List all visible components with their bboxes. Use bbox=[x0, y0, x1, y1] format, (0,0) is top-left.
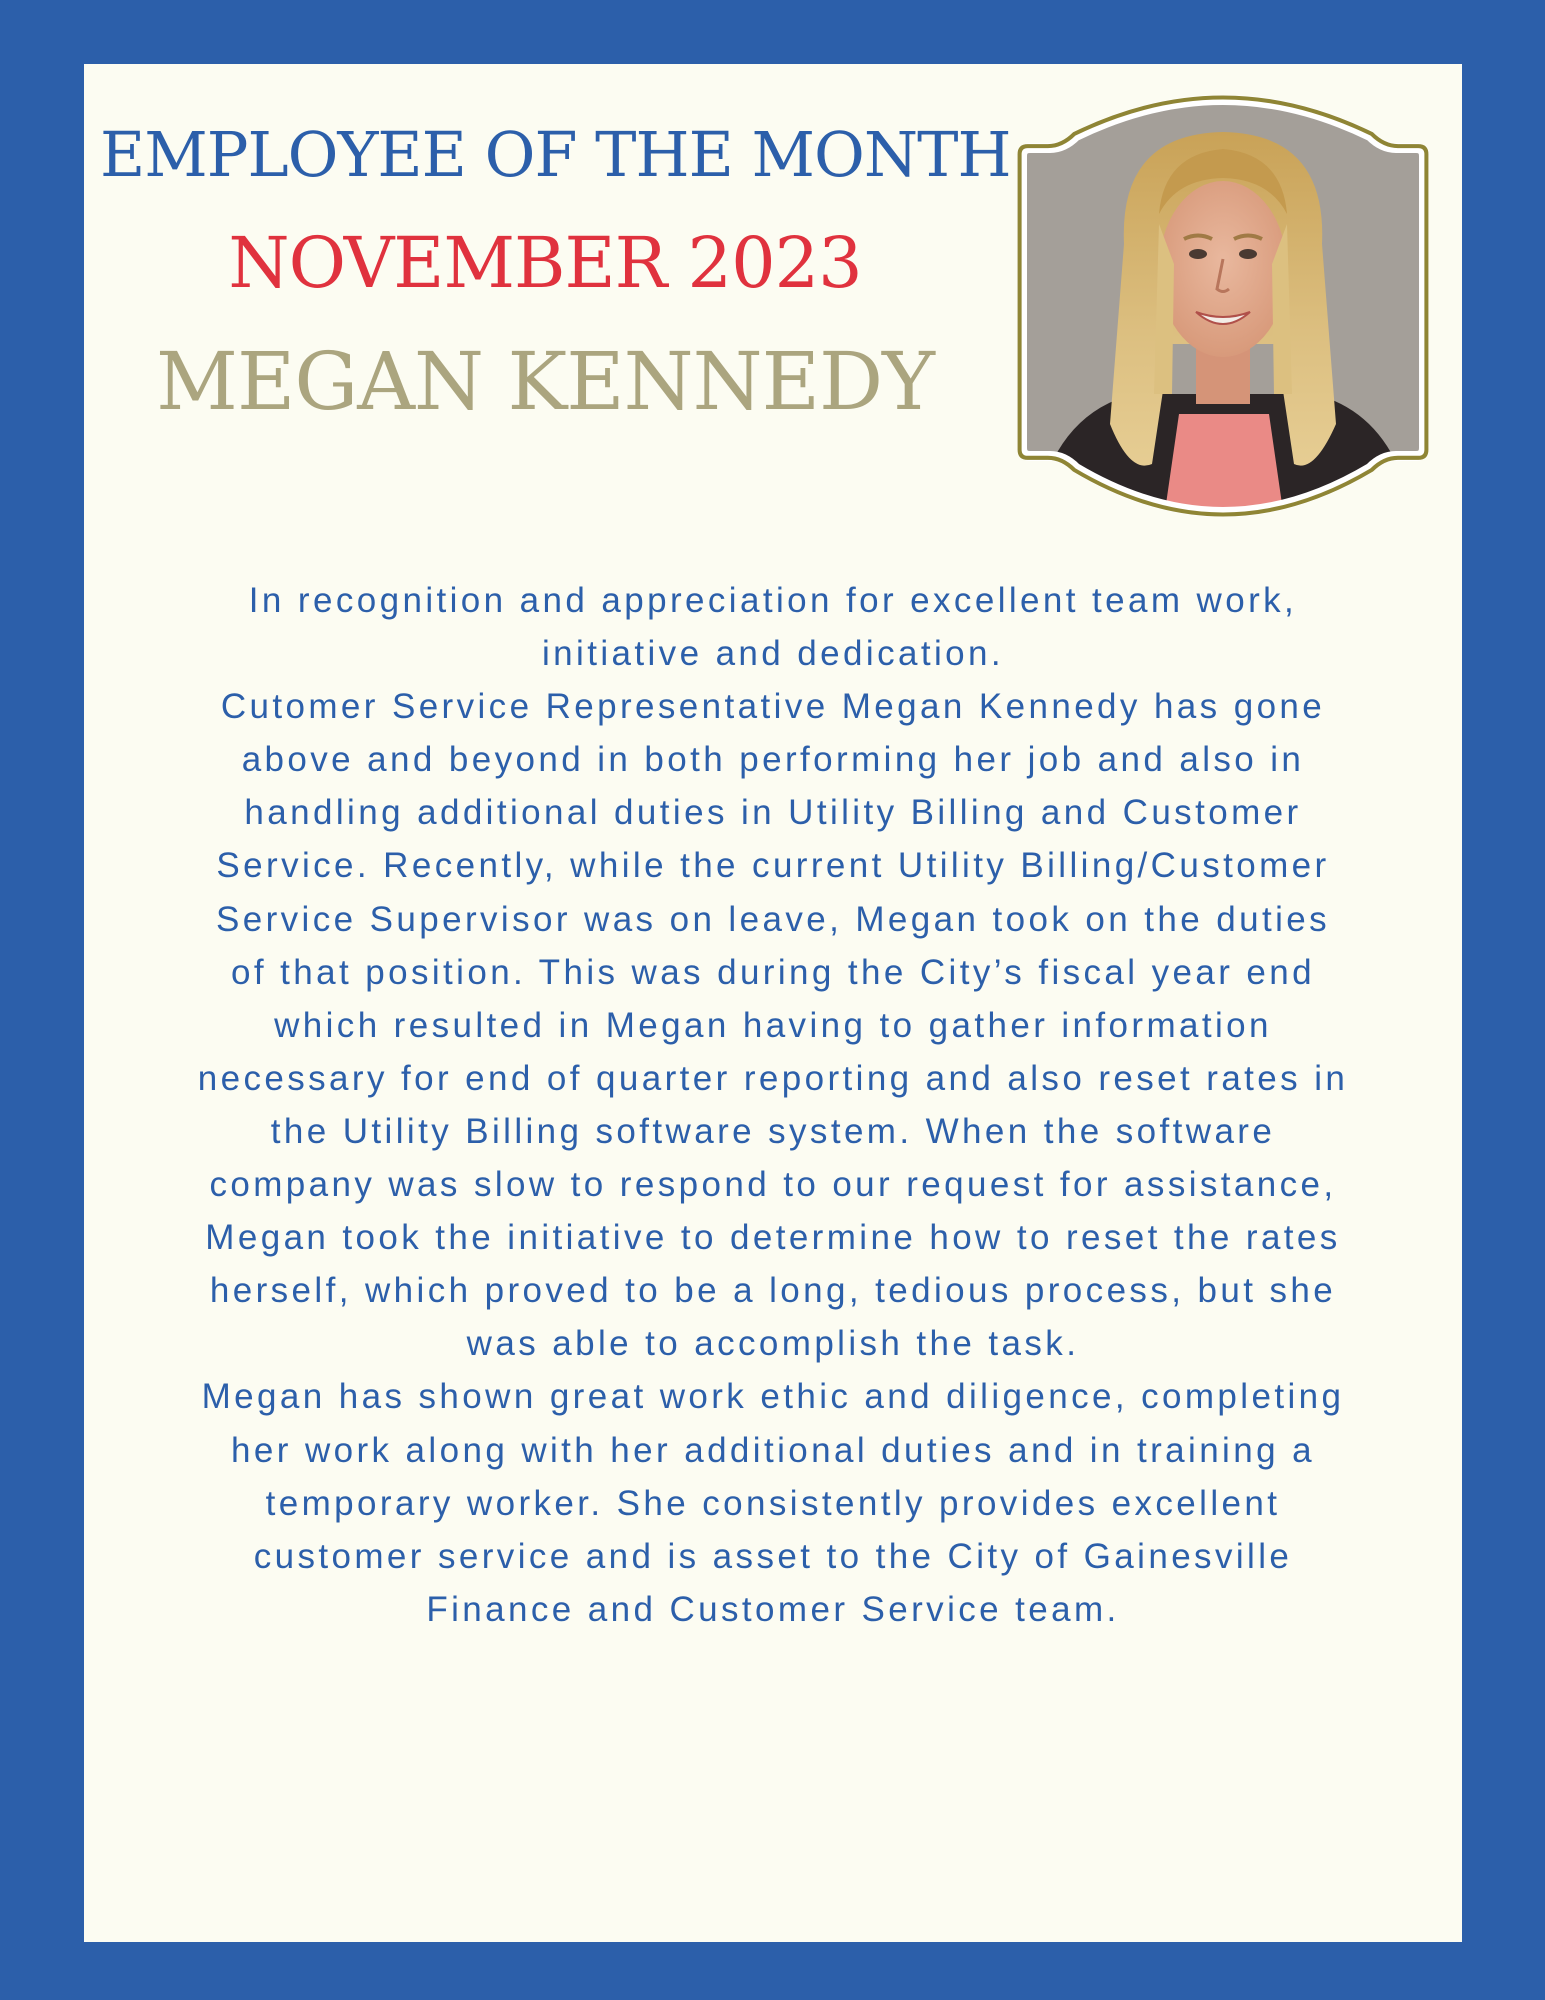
employee-name: MEGAN KENNEDY bbox=[156, 335, 934, 428]
recognition-text bbox=[194, 574, 1352, 1636]
employee-photo bbox=[1014, 94, 1432, 518]
award-month: NOVEMBER 2023 bbox=[228, 222, 862, 304]
certificate-title: EMPLOYEE OF THE MONTH bbox=[100, 118, 1011, 191]
recognition-intro: In recognition and appreciation for excellent team work, initiative and dedication. bbox=[248, 581, 1298, 674]
recognition-details: Cutomer Service Representative Megan Kennedy has gone above and beyond in both performing her job and also in handling additional duties in Utility Billing and Customer Service. Recently, while the current Utility Billing/Customer Service Supervisor was on leave, Megan took on the duties of that position. This was during the City’s fiscal year end which resulted in Megan having to gather information necessary for end of quarter reporting and also reset rates in the Utility Billing software system. When the software company was slow to respond to our request for assistance, Megan took the initiative to determine how to reset the rates herself, which proved to be a long, tedious process, but she was able to accomplish the task. bbox=[197, 687, 1349, 1364]
recognition-closing: Megan has shown great work ethic and diligence, completing her work along with her additional duties and in training a temporary worker. She consistently provides excellent customer service and is asset to the City of Gainesville Finance and Customer Service team. bbox=[201, 1377, 1345, 1629]
certificate-card bbox=[84, 64, 1462, 1942]
